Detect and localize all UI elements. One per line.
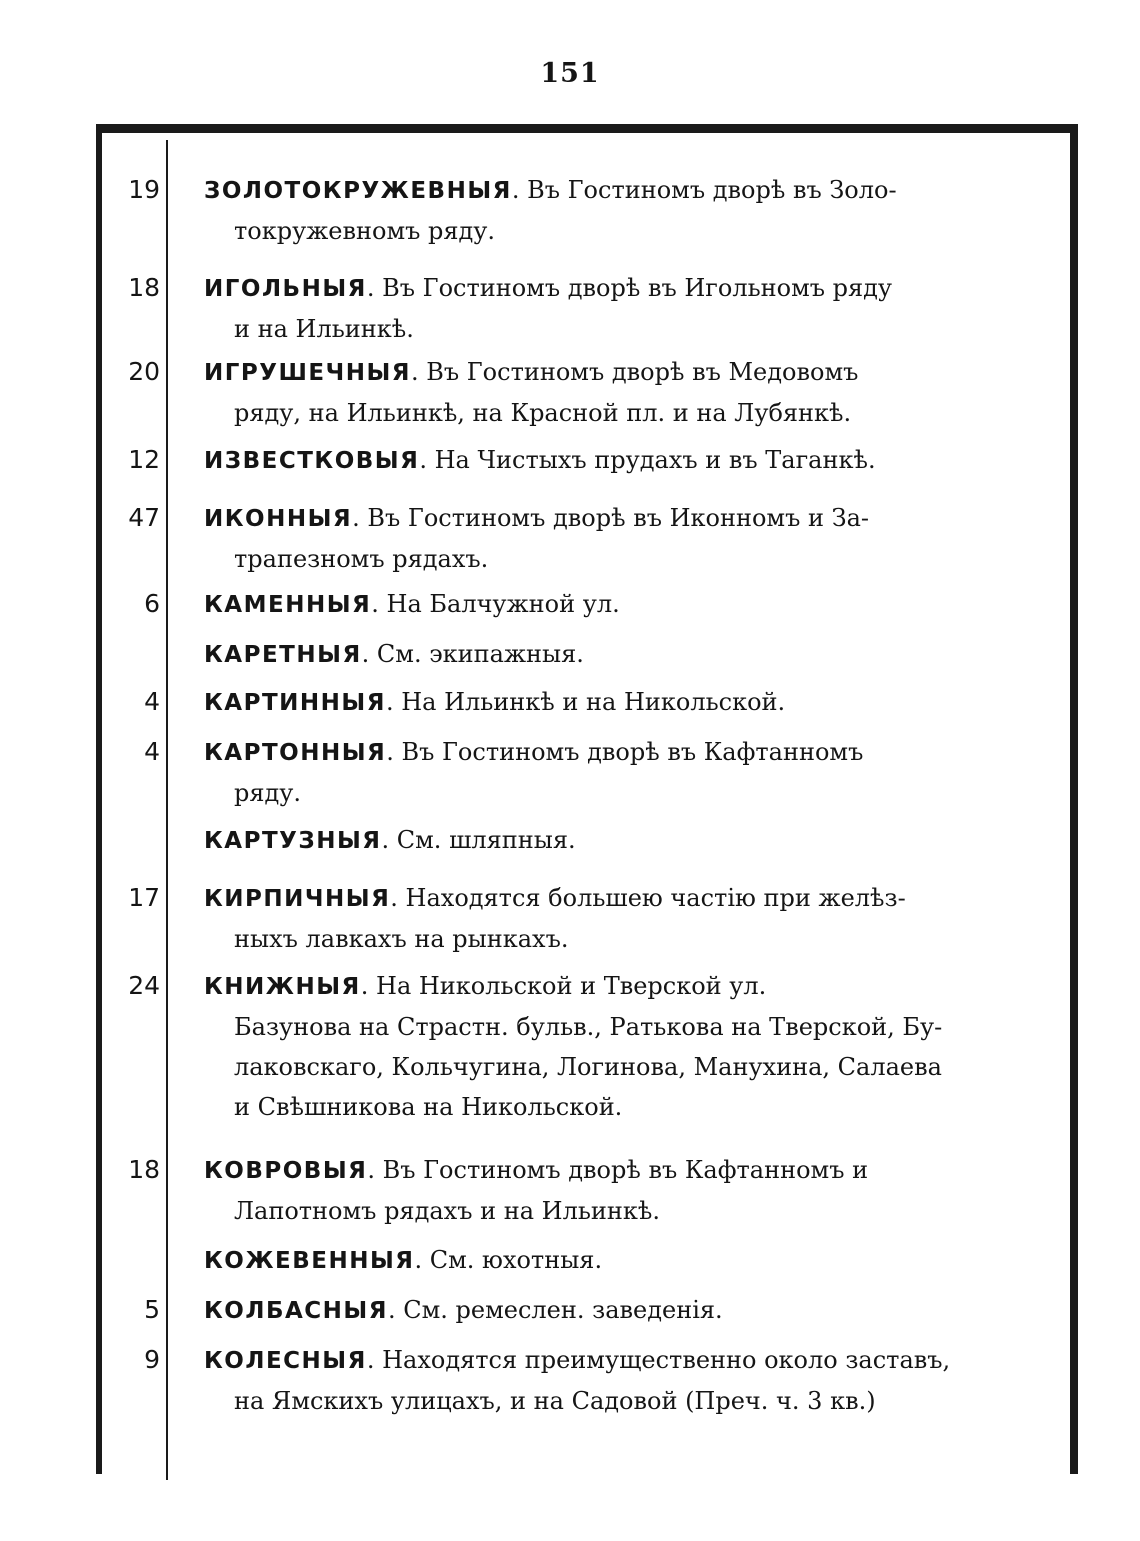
table-left-rule <box>96 124 102 1474</box>
entry-heading: КАРТИННЫЯ <box>204 690 386 716</box>
entry-continuation: и Свѣшникова на Никольской. <box>234 1093 623 1121</box>
entry-text: . Въ Гостиномъ дворѣ въ Игольномъ ряду <box>366 274 893 302</box>
entry-heading: ИЗВЕСТКОВЫЯ <box>204 448 420 474</box>
entry-heading: ЗОЛОТОКРУЖЕВНЫЯ <box>204 178 512 204</box>
entry-body <box>204 682 1044 723</box>
entry-text: . Находятся преимущественно около заставъ, <box>366 1346 951 1374</box>
entry-number: 18 <box>128 1155 160 1184</box>
table-top-rule <box>96 124 1078 133</box>
entry-text: . См. юхотныя. <box>414 1246 603 1274</box>
entry-text: . Въ Гостиномъ дворѣ въ Кафтанномъ и <box>367 1156 869 1184</box>
entry-number: 20 <box>128 357 160 386</box>
entry-continuation: ряду. <box>234 779 302 807</box>
entry-heading: КАРТУЗНЫЯ <box>204 828 382 854</box>
entry-body <box>204 1340 1044 1421</box>
entry-text: . На Ильинкѣ и на Никольской. <box>385 688 786 716</box>
page-number: 151 <box>540 58 600 89</box>
entry-heading: КАМЕННЫЯ <box>204 592 372 618</box>
entry-body <box>204 820 1044 861</box>
entry-body <box>204 1150 1044 1231</box>
entry-body <box>204 498 1044 579</box>
entry-text: . См. экипажныя. <box>361 640 584 668</box>
entry-number: 9 <box>144 1345 160 1374</box>
entry-number: 4 <box>144 737 160 766</box>
entry-continuation: и на Ильинкѣ. <box>234 315 414 343</box>
entry-number: 24 <box>128 971 160 1000</box>
entry-body <box>204 966 1044 1127</box>
entry-heading: КНИЖНЫЯ <box>204 974 361 1000</box>
entry-heading: КАРЕТНЫЯ <box>204 642 362 668</box>
entry-body <box>204 268 1044 349</box>
column-divider <box>166 140 168 1480</box>
entry-text: . Въ Гостиномъ дворѣ въ Иконномъ и За- <box>352 504 869 532</box>
entry-body <box>204 584 1044 625</box>
entry-text: . См. ремеслен. заведенія. <box>387 1296 723 1324</box>
entry-heading: ИГОЛЬНЫЯ <box>204 276 367 302</box>
entry-number: 5 <box>144 1295 160 1324</box>
entry-continuation: токружевномъ ряду. <box>234 217 496 245</box>
entry-number: 12 <box>128 445 160 474</box>
entry-text: . На Никольской и Тверской ул. <box>360 972 767 1000</box>
entry-text: . Въ Гостиномъ дворѣ въ Медовомъ <box>411 358 859 386</box>
entry-heading: КОЖЕВЕННЫЯ <box>204 1248 415 1274</box>
entry-number: 6 <box>144 589 160 618</box>
table-right-rule <box>1070 124 1078 1474</box>
entry-number: 19 <box>128 175 160 204</box>
entry-text: . На Чистыхъ прудахъ и въ Таганкѣ. <box>419 446 876 474</box>
entry-text: . Въ Гостиномъ дворѣ въ Кафтанномъ <box>386 738 864 766</box>
entry-heading: ИГРУШЕЧНЫЯ <box>204 360 411 386</box>
entry-continuation: ряду, на Ильинкѣ, на Красной пл. и на Лубянкѣ. <box>234 399 852 427</box>
entry-heading: ИКОННЫЯ <box>204 506 353 532</box>
entry-number: 18 <box>128 273 160 302</box>
entry-body <box>204 878 1044 959</box>
entry-number: 47 <box>128 503 160 532</box>
entry-body <box>204 732 1044 813</box>
entry-text: . На Балчужной ул. <box>371 590 620 618</box>
entry-body <box>204 1240 1044 1281</box>
entry-number: 4 <box>144 687 160 716</box>
entry-continuation: ныхъ лавкахъ на рынкахъ. <box>234 925 569 953</box>
entry-continuation: на Ямскихъ улицахъ, и на Садовой (Преч. ч. 3 кв.) <box>234 1387 876 1415</box>
entry-continuation: Лапотномъ рядахъ и на Ильинкѣ. <box>234 1197 660 1225</box>
entry-body <box>204 1290 1044 1331</box>
entry-text: . Находятся большею частію при желѣз- <box>390 884 906 912</box>
entry-continuation: лаковскаго, Кольчугина, Логинова, Манухина, Салаева <box>234 1053 942 1081</box>
entry-body <box>204 170 1044 251</box>
entry-text: . Въ Гостиномъ дворѣ въ Золо- <box>511 176 897 204</box>
entry-heading: КИРПИЧНЫЯ <box>204 886 391 912</box>
entry-body <box>204 634 1044 675</box>
entry-heading: КОЛБАСНЫЯ <box>204 1298 388 1324</box>
entry-heading: КАРТОННЫЯ <box>204 740 387 766</box>
entry-body <box>204 352 1044 433</box>
entry-text: . См. шляпныя. <box>381 826 576 854</box>
entry-continuation: трапезномъ рядахъ. <box>234 545 489 573</box>
entry-heading: КОВРОВЫЯ <box>204 1158 368 1184</box>
entry-number: 17 <box>128 883 160 912</box>
entry-continuation: Базунова на Страстн. бульв., Ратькова на Тверской, Бу- <box>234 1013 943 1041</box>
entry-heading: КОЛЕСНЫЯ <box>204 1348 367 1374</box>
entry-body <box>204 440 1044 481</box>
